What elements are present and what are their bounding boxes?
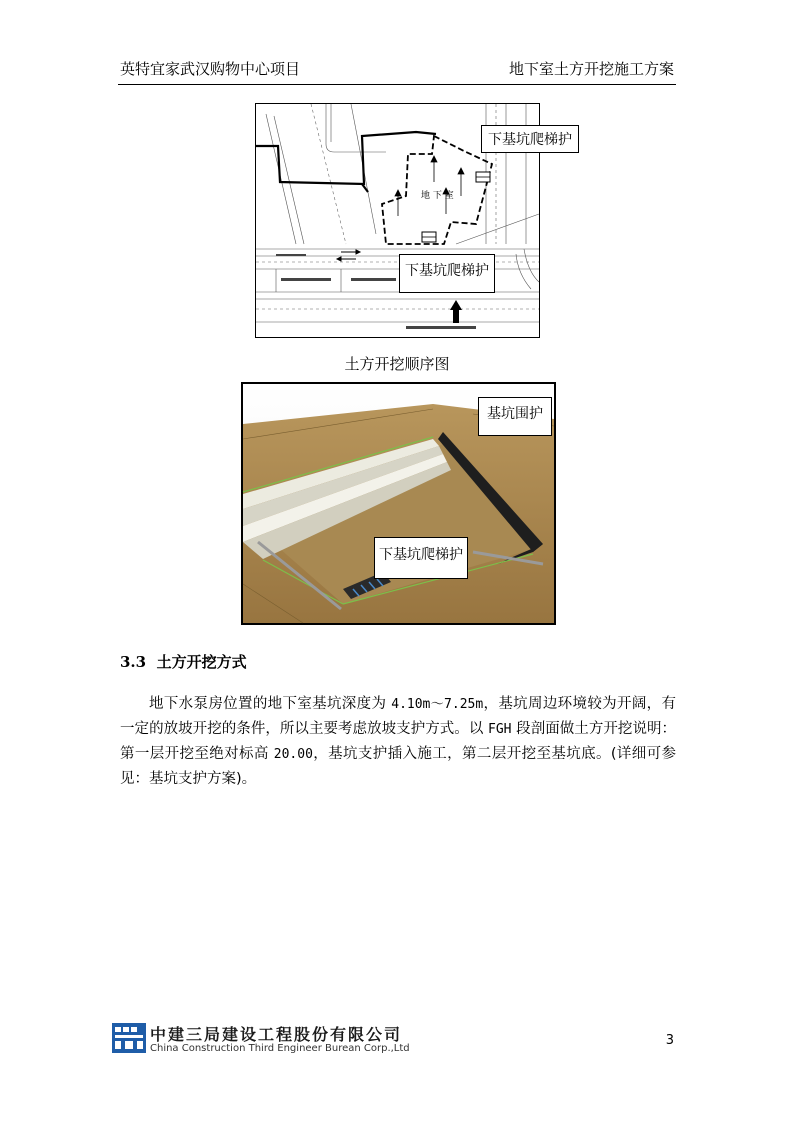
para-section-code: FGH xyxy=(488,722,512,737)
callout-pit-retaining: 基坑围护 xyxy=(478,397,552,436)
callout-pit-ladder: 下基坑爬梯护 xyxy=(374,537,468,579)
callout-ladder-bottom: 下基坑爬梯护 xyxy=(399,254,495,293)
entrance-arrow-icon xyxy=(450,300,462,323)
section-heading xyxy=(120,651,247,672)
header-document-title: 地下室土方开挖施工方案 xyxy=(508,60,674,78)
header-project-name: 英特宜家武汉购物中心项目 xyxy=(120,60,301,78)
site-plan-figure xyxy=(255,103,572,338)
para-text-d: ，基坑支护插入施工，第二层开挖至基坑底。(详细可参见：基坑支护方案)。 xyxy=(120,746,677,787)
company-logo-icon xyxy=(112,1023,146,1057)
para-text-a: 地下水泵房位置的地下室基坑深度为 xyxy=(149,696,392,712)
body-paragraph xyxy=(120,692,676,792)
section-number: 3.3 xyxy=(120,653,147,671)
footer-company-cn: 中建三局建设工程股份有限公司 xyxy=(150,1025,403,1044)
footer-company-en: China Construction Third Engineer Burean Corp.,Ltd xyxy=(150,1043,410,1054)
basement-label: 地 下 室 xyxy=(421,191,454,201)
callout-ladder-top: 下基坑爬梯护 xyxy=(481,125,579,153)
para-text-c: 段剖面做土方开挖说明：第一层开挖至绝对标高 xyxy=(120,721,677,762)
para-depth: 4.10m～7.25m xyxy=(391,697,484,712)
excavation-3d-figure xyxy=(241,382,556,625)
figure1-caption: 土方开挖顺序图 xyxy=(344,355,450,373)
para-text-b: ，基坑周边环境较为开阔，有一定的放坡开挖的条件，所以主要考虑放坡支护方式。以 xyxy=(120,696,676,737)
page-number: 3 xyxy=(665,1033,674,1048)
header-rule xyxy=(118,84,676,85)
para-elevation: 20.00 xyxy=(273,747,313,762)
section-title: 土方开挖方式 xyxy=(156,653,247,671)
